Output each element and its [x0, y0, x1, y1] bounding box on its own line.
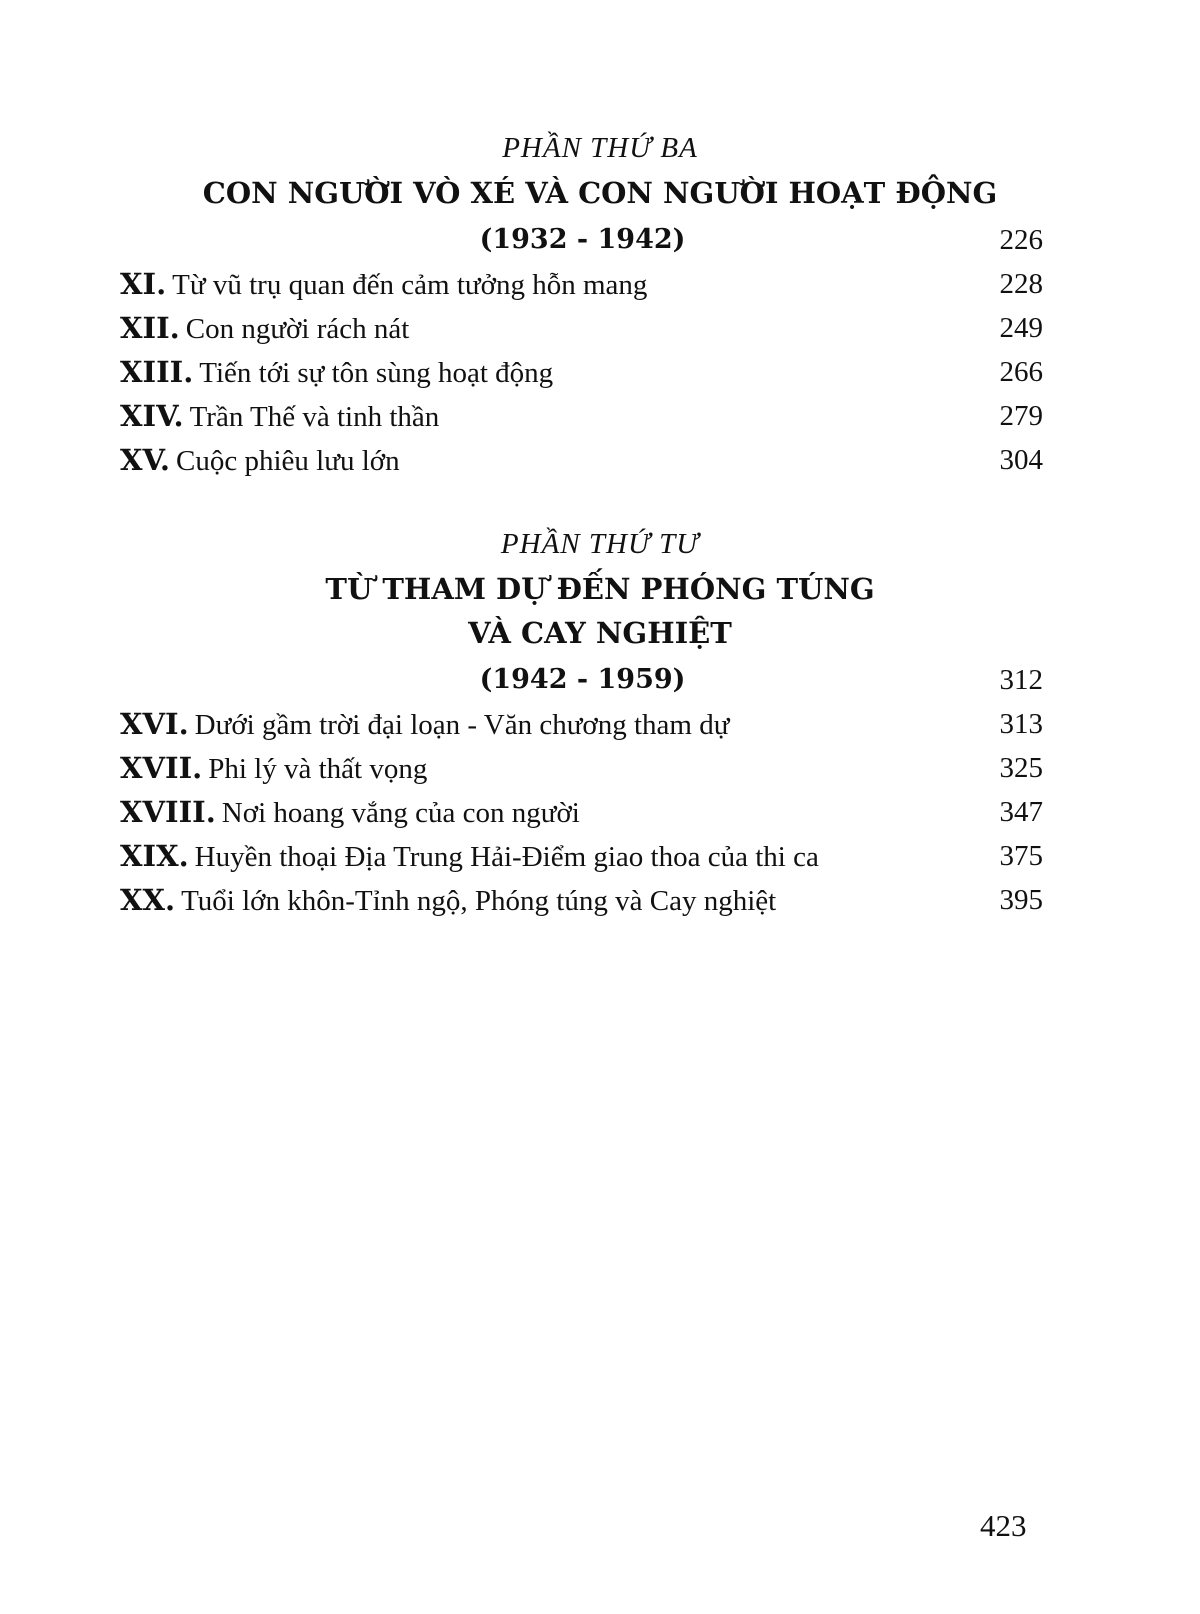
part3-dates-row [120, 222, 1043, 258]
chapter-title: Dưới gầm trời đại loạn - Văn chương tham dự [194, 709, 730, 741]
part3-heading: PHẦN THỨ BA [502, 132, 698, 164]
chapter-page: 375 [999, 840, 1043, 872]
chapter-number: XIX. [120, 839, 189, 873]
toc-entry [120, 882, 1043, 918]
part3-title: CON NGƯỜI VÒ XÉ VÀ CON NGƯỜI HOẠT ĐỘNG [202, 176, 998, 210]
part4-dates-row [120, 662, 1043, 698]
toc-entry [120, 794, 1043, 830]
chapter-page: 228 [999, 268, 1043, 300]
chapter-number: XIII. [120, 355, 194, 389]
chapter-title: Tuổi lớn khôn-Tỉnh ngộ, Phóng túng và Cay nghiệt [181, 885, 777, 917]
chapter-page: 304 [999, 444, 1043, 476]
part4-dates-page: 312 [999, 664, 1043, 696]
part3-dates-page: 226 [999, 224, 1043, 256]
part4-title-line2: VÀ CAY NGHIỆT [468, 616, 732, 650]
chapter-number: XIV. [120, 399, 184, 433]
chapter-title: Phi lý và thất vọng [208, 753, 428, 785]
chapter-number: XVI. [120, 707, 189, 741]
chapter-title: Con người rách nát [185, 313, 410, 345]
chapter-page: 313 [999, 708, 1043, 740]
chapter-number: XX. [120, 883, 176, 917]
chapter-page: 249 [999, 312, 1043, 344]
chapter-number: XI. [120, 267, 167, 301]
toc-entry [120, 706, 1043, 742]
chapter-title: Nơi hoang vắng của con người [221, 797, 580, 829]
part4-title-line1: TỪ THAM DỰ ĐẾN PHÓNG TÚNG [325, 572, 875, 606]
toc-entry [120, 266, 1043, 302]
chapter-title: Cuộc phiêu lưu lớn [176, 445, 400, 477]
chapter-page: 325 [999, 752, 1043, 784]
chapter-title: Huyền thoại Địa Trung Hải-Điểm giao thoa của thi ca [194, 841, 819, 873]
chapter-title: Trần Thế và tinh thần [189, 401, 440, 433]
part3-dates: (1932 - 1942) [479, 224, 686, 255]
chapter-title: Tiến tới sự tôn sùng hoạt động [199, 357, 554, 389]
toc-entry [120, 750, 1043, 786]
toc-entry [120, 442, 1043, 478]
toc-entry [120, 398, 1043, 434]
chapter-page: 347 [999, 796, 1043, 828]
toc-entry [120, 354, 1043, 390]
toc-entry [120, 310, 1043, 346]
toc-entry [120, 838, 1043, 874]
chapter-number: XV. [120, 443, 171, 477]
chapter-page: 395 [999, 884, 1043, 916]
chapter-page: 266 [999, 356, 1043, 388]
part4-dates: (1942 - 1959) [479, 664, 686, 695]
chapter-number: XII. [120, 311, 180, 345]
chapter-number: XVIII. [120, 795, 216, 829]
chapter-number: XVII. [120, 751, 203, 785]
part4-heading: PHẦN THỨ TƯ [500, 528, 700, 560]
chapter-page: 279 [999, 400, 1043, 432]
chapter-title: Từ vũ trụ quan đến cảm tưởng hỗn mang [172, 269, 648, 301]
page-number: 423 [980, 1508, 1027, 1543]
